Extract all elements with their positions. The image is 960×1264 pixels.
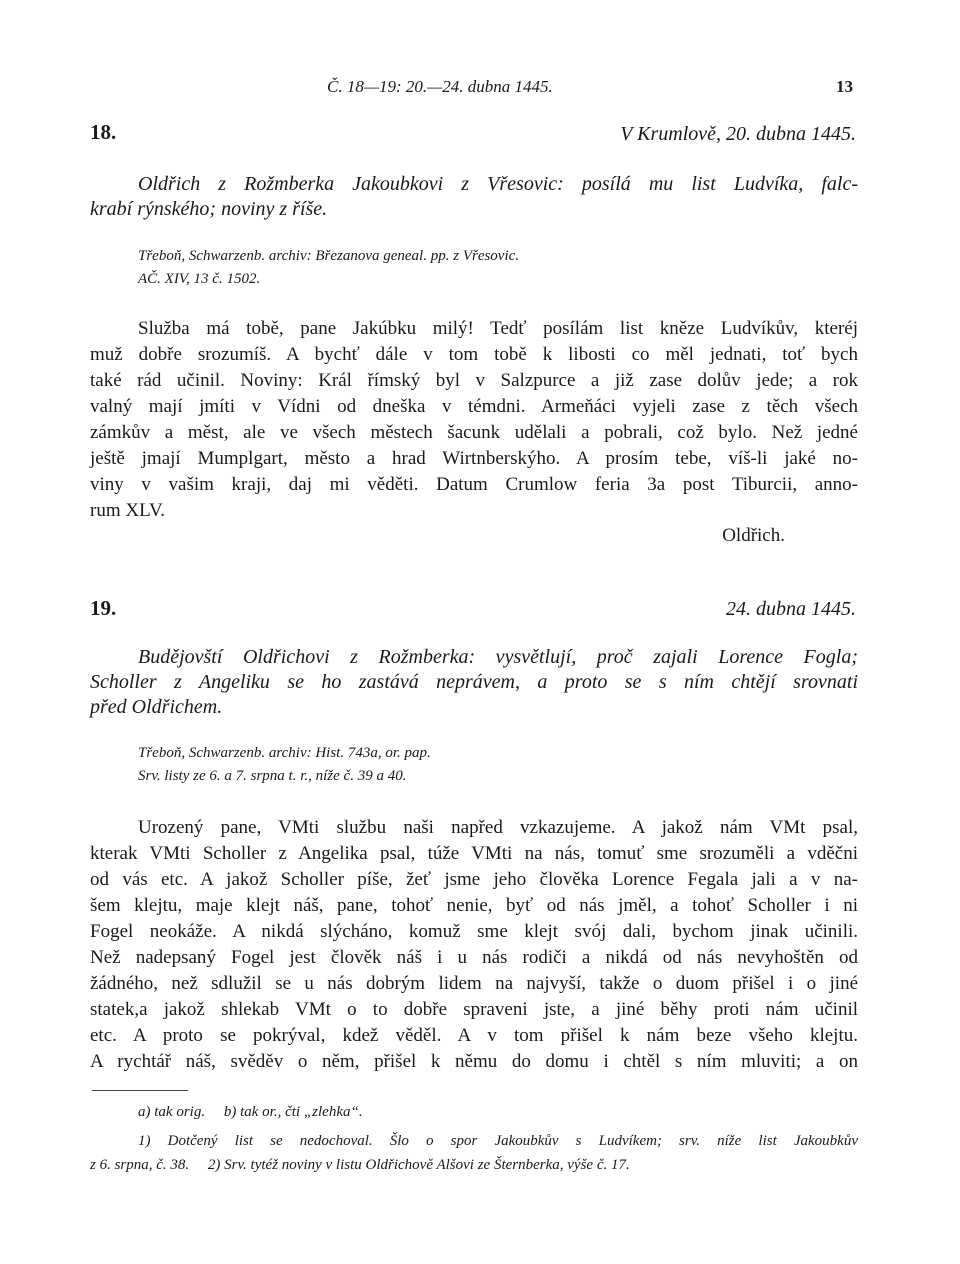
textual-notes: a) tak orig. b) tak or., čti „zlehka“. xyxy=(138,1104,363,1120)
document-18-text-line: také rád učinil. Noviny: Král římský byl v Salzpurce a již zase dolův jede; a rok xyxy=(90,370,858,391)
document-19-source-line: Srv. listy ze 6. a 7. srpna t. r., níže č. 39 a 40. xyxy=(138,768,407,784)
document-19-text-line: kterak VMti Scholler z Angelika psal, túže VMti na nás, tomuť sme srozuměli a vděčni xyxy=(90,843,858,864)
document-19-text-line: statek,a jakož shlekab VMt o to dobře spraveni jste, a jiné běhy proti nám učinil xyxy=(90,999,858,1020)
document-19-text-line: šem klejtu, maje klejt náš, pane, tohoť nenie, byť od nás jměl, a tohoť Scholler i ni xyxy=(90,895,858,916)
page-number: 13 xyxy=(836,77,853,96)
footnote-rule xyxy=(92,1090,188,1091)
document-18-source-line: AČ. XIV, 13 č. 1502. xyxy=(138,271,261,287)
document-18-text-line: viny v vašim kraji, daj mi věděti. Datum Crumlow feria 3a post Tiburcii, anno- xyxy=(90,474,858,495)
document-18-text-line: muž dobře srozumíš. A bychť dále v tom tobě k libosti co měl jednati, toť bych xyxy=(90,344,858,365)
document-18-text-line: valný mají jmíti v Vídni od dneška v témdni. Armeňáci vyjeli zase z těch všech xyxy=(90,396,858,417)
document-19-text-line: žádného, než sdlužil se u nás dobrým lidem na najvyší, takže o duom přišel i o jiné xyxy=(90,973,858,994)
document-19-text-line: Fogel neokáže. A nikdá slýcháno, komuž sme klejt svój dali, bychom jinak učinili. xyxy=(90,921,858,942)
document-18-text-line: zámkův a měst, ale ve všech městech šacunk udělali a pobrali, což bylo. Než jedné xyxy=(90,422,858,443)
document-19-source-line: Třeboň, Schwarzenb. archiv: Hist. 743a, or. pap. xyxy=(138,745,431,761)
document-18-place-date: V Krumlově, 20. dubna 1445. xyxy=(620,123,856,145)
document-18-source-line: Třeboň, Schwarzenb. archiv: Březanova geneal. pp. z Vřesovic. xyxy=(138,248,520,264)
document-19-text-line: Než nadepsaný Fogel jest člověk náš i u nás rodiči a nikdá od nás nevyhoštěn od xyxy=(90,947,858,968)
footnote-line: 1) Dotčený list se nedochoval. Šlo o spor Jakoubkův s Ludvíkem; srv. níže list Jakoubkův xyxy=(138,1133,858,1149)
running-title: Č. 18—19: 20.—24. dubna 1445. xyxy=(327,77,553,96)
document-19-text-line: Urozený pane, VMti službu naši napřed vzkazujeme. A jakož nám VMt psal, xyxy=(138,817,858,838)
document-19-regest-line: Scholler z Angeliku se ho zastává neprávem, a proto se s ním chtějí srovnati xyxy=(90,671,858,693)
document-19-regest-line: Budějovští Oldřichovi z Rožmberka: vysvětlují, proč zajali Lorence Fogla; xyxy=(138,646,858,668)
document-19-text-line: A rychtář náš, svěděv o něm, přišel k němu do domu i chtěl s ním mluviti; a on xyxy=(90,1051,858,1072)
document-19-regest-line: před Oldřichem. xyxy=(90,696,223,718)
footnote-line: z 6. srpna, č. 38. 2) Srv. tytéž noviny v listu Oldřichově Alšovi ze Šternberka, výše č. 17. xyxy=(90,1157,630,1173)
document-18-text-line: ještě jmají Mumplgart, město a hrad Wirtnberskýho. A prosím tebe, víš-li jaké no- xyxy=(90,448,858,469)
document-18-signature: Oldřich. xyxy=(722,525,785,546)
document-number-19: 19. xyxy=(90,596,117,620)
document-18-text-line: rum XLV. xyxy=(90,500,165,521)
document-number-18: 18. xyxy=(90,120,117,144)
document-19-date: 24. dubna 1445. xyxy=(726,598,856,620)
document-19-text-line: etc. A proto se pokrýval, kdež věděl. A v tom přišel k nám beze všeho klejtu. xyxy=(90,1025,858,1046)
document-19-text-line: od vás etc. A jakož Scholler píše, žeť jsme jeho člověka Lorence Fegala jali a v na- xyxy=(90,869,858,890)
document-18-regest-line: krabí rýnského; noviny z říše. xyxy=(90,198,328,220)
document-18-text-line: Služba má tobě, pane Jakúbku milý! Tedť posílám list kněze Ludvíkův, kteréj xyxy=(138,318,858,339)
document-18-regest-line: Oldřich z Rožmberka Jakoubkovi z Vřesovic: posílá mu list Ludvíka, falc- xyxy=(138,173,858,195)
